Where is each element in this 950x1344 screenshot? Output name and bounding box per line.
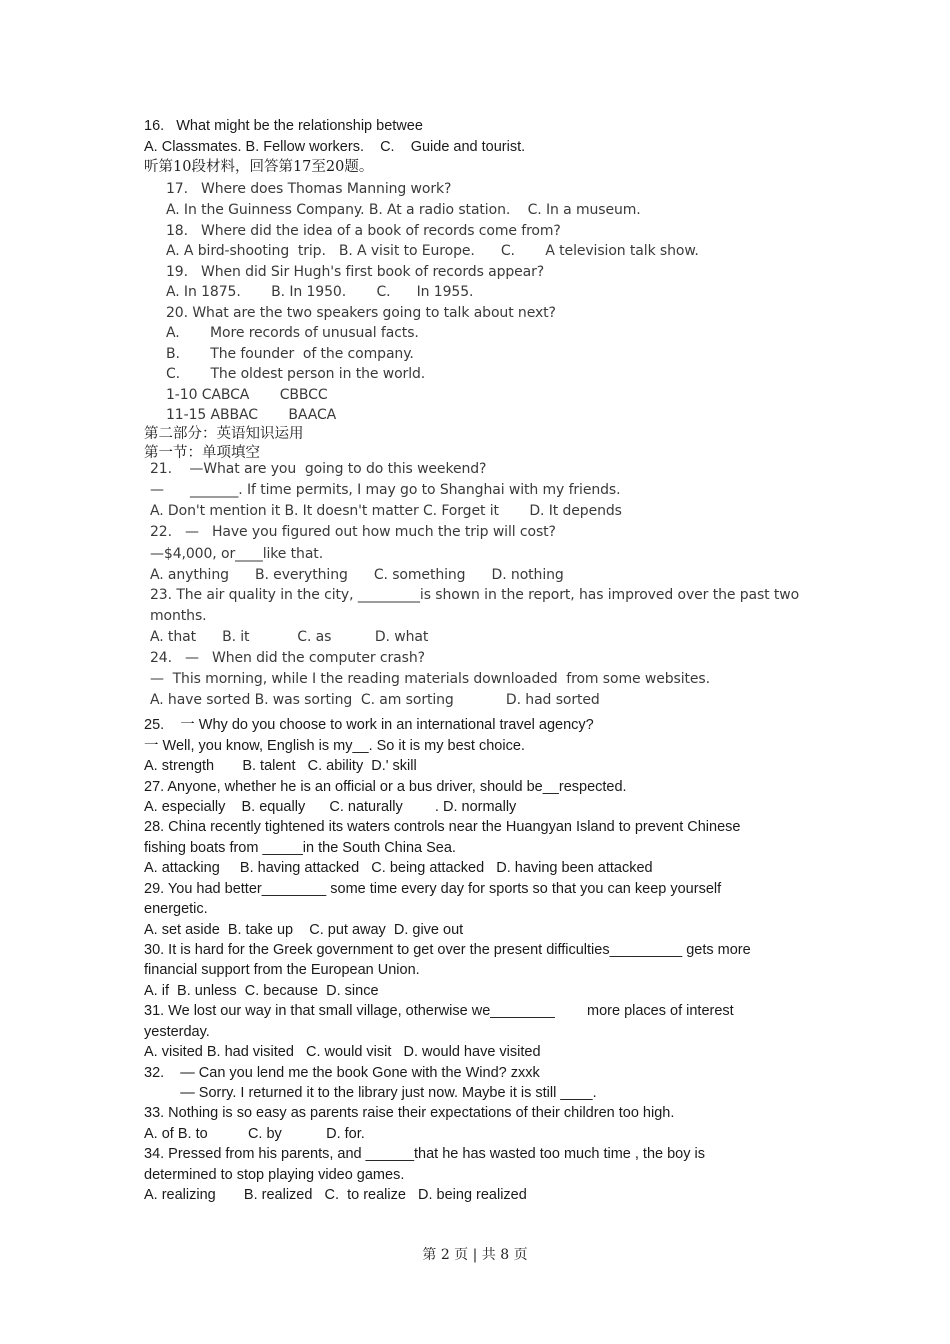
question-28-cont: fishing boats from _____in the South China Sea. (144, 840, 456, 856)
question-34-options: A. realizing B. realized C. to realize D. being realized (144, 1187, 527, 1203)
answer-key-1-10: 1-10 CABCA CBBCC (166, 387, 328, 403)
question-27-options: A. especially B. equally C. naturally . D. normally (144, 799, 517, 815)
question-32: 32. — Can you lend me the book Gone with the Wind? zxxk (144, 1065, 540, 1081)
question-21-options: A. Don't mention it B. It doesn't matter C. Forget it D. It depends (150, 503, 622, 519)
question-30-cont: financial support from the European Union. (144, 962, 420, 978)
question-28: 28. China recently tightened its waters controls near the Huangyan Island to prevent Chinese (144, 819, 741, 835)
question-18: 18. Where did the idea of a book of records come from? (166, 223, 561, 239)
question-33-options: A. of B. to C. by D. for. (144, 1126, 365, 1142)
question-25: 25. 一 Why do you choose to work in an international travel agency? (144, 717, 594, 733)
question-24: 24. — When did the computer crash? (150, 650, 425, 666)
question-24-reply: — This morning, while I the reading materials downloaded from some websites. (150, 671, 710, 687)
question-31-cont: yesterday. (144, 1024, 210, 1040)
question-22-reply: —$4,000, or____like that. (150, 546, 324, 562)
question-20-option-b: B. The founder of the company. (166, 346, 414, 362)
question-20-option-a: A. More records of unusual facts. (166, 325, 419, 341)
question-31: 31. We lost our way in that small village, otherwise we________ more places of interest (144, 1003, 734, 1019)
section-instruction: 听第10段材料，回答第17至20题。 (144, 159, 374, 175)
question-28-options: A. attacking B. having attacked C. being attacked D. having been attacked (144, 860, 653, 876)
question-24-options: A. have sorted B. was sorting C. am sorting D. had sorted (150, 692, 600, 708)
question-22: 22. — Have you figured out how much the trip will cost? (150, 524, 556, 540)
question-23-cont: months. (150, 608, 207, 624)
question-29-cont: energetic. (144, 901, 208, 917)
section-heading: 第一节：单项填空 (144, 445, 260, 461)
question-19: 19. When did Sir Hugh's first book of records appear? (166, 264, 545, 280)
question-31-options: A. visited B. had visited C. would visit D. would have visited (144, 1044, 541, 1060)
question-30-options: A. if B. unless C. because D. since (144, 983, 379, 999)
question-23-options: A. that B. it C. as D. what (150, 629, 429, 645)
question-17-options: A. In the Guinness Company. B. At a radio station. C. In a museum. (166, 202, 641, 218)
question-16: 16. What might be the relationship betwee (144, 118, 423, 134)
question-21: 21. —What are you going to do this weekend? (150, 461, 487, 477)
question-34: 34. Pressed from his parents, and ______that he has wasted too much time , the boy is (144, 1146, 705, 1162)
question-19-options: A. In 1875. B. In 1950. C. In 1955. (166, 284, 474, 300)
question-17: 17. Where does Thomas Manning work? (166, 181, 452, 197)
question-20-option-c: C. The oldest person in the world. (166, 366, 426, 382)
question-22-options: A. anything B. everything C. something D. nothing (150, 567, 564, 583)
question-33: 33. Nothing is so easy as parents raise their expectations of their children too high. (144, 1105, 675, 1121)
question-25-reply: 一 Well, you know, English is my__. So it is my best choice. (144, 738, 525, 754)
question-21-reply: — _______. If time permits, I may go to Shanghai with my friends. (150, 482, 621, 498)
question-29-options: A. set aside B. take up C. put away D. give out (144, 922, 464, 938)
question-20: 20. What are the two speakers going to talk about next? (166, 305, 556, 321)
question-27: 27. Anyone, whether he is an official or a bus driver, should be__respected. (144, 779, 627, 795)
question-16-options: A. Classmates. B. Fellow workers. C. Guide and tourist. (144, 139, 526, 155)
question-29: 29. You had better________ some time every day for sports so that you can keep yourself (144, 881, 722, 897)
question-34-cont: determined to stop playing video games. (144, 1167, 405, 1183)
part-heading: 第二部分：英语知识运用 (144, 426, 304, 442)
question-18-options: A. A bird-shooting trip. B. A visit to Europe. C. A television talk show. (166, 243, 699, 259)
question-30: 30. It is hard for the Greek government to get over the present difficulties_________ gets more (144, 942, 751, 958)
question-23: 23. The air quality in the city, _________is shown in the report, has improved over the past two (150, 587, 800, 603)
question-32-reply: — Sorry. I returned it to the library just now. Maybe it is still ____. (144, 1085, 597, 1101)
question-25-options: A. strength B. talent C. ability D.' skill (144, 758, 417, 774)
answer-key-11-15: 11-15 ABBAC BAACA (166, 407, 337, 423)
page-footer: 第 2 页 | 共 8 页 (422, 1247, 528, 1263)
